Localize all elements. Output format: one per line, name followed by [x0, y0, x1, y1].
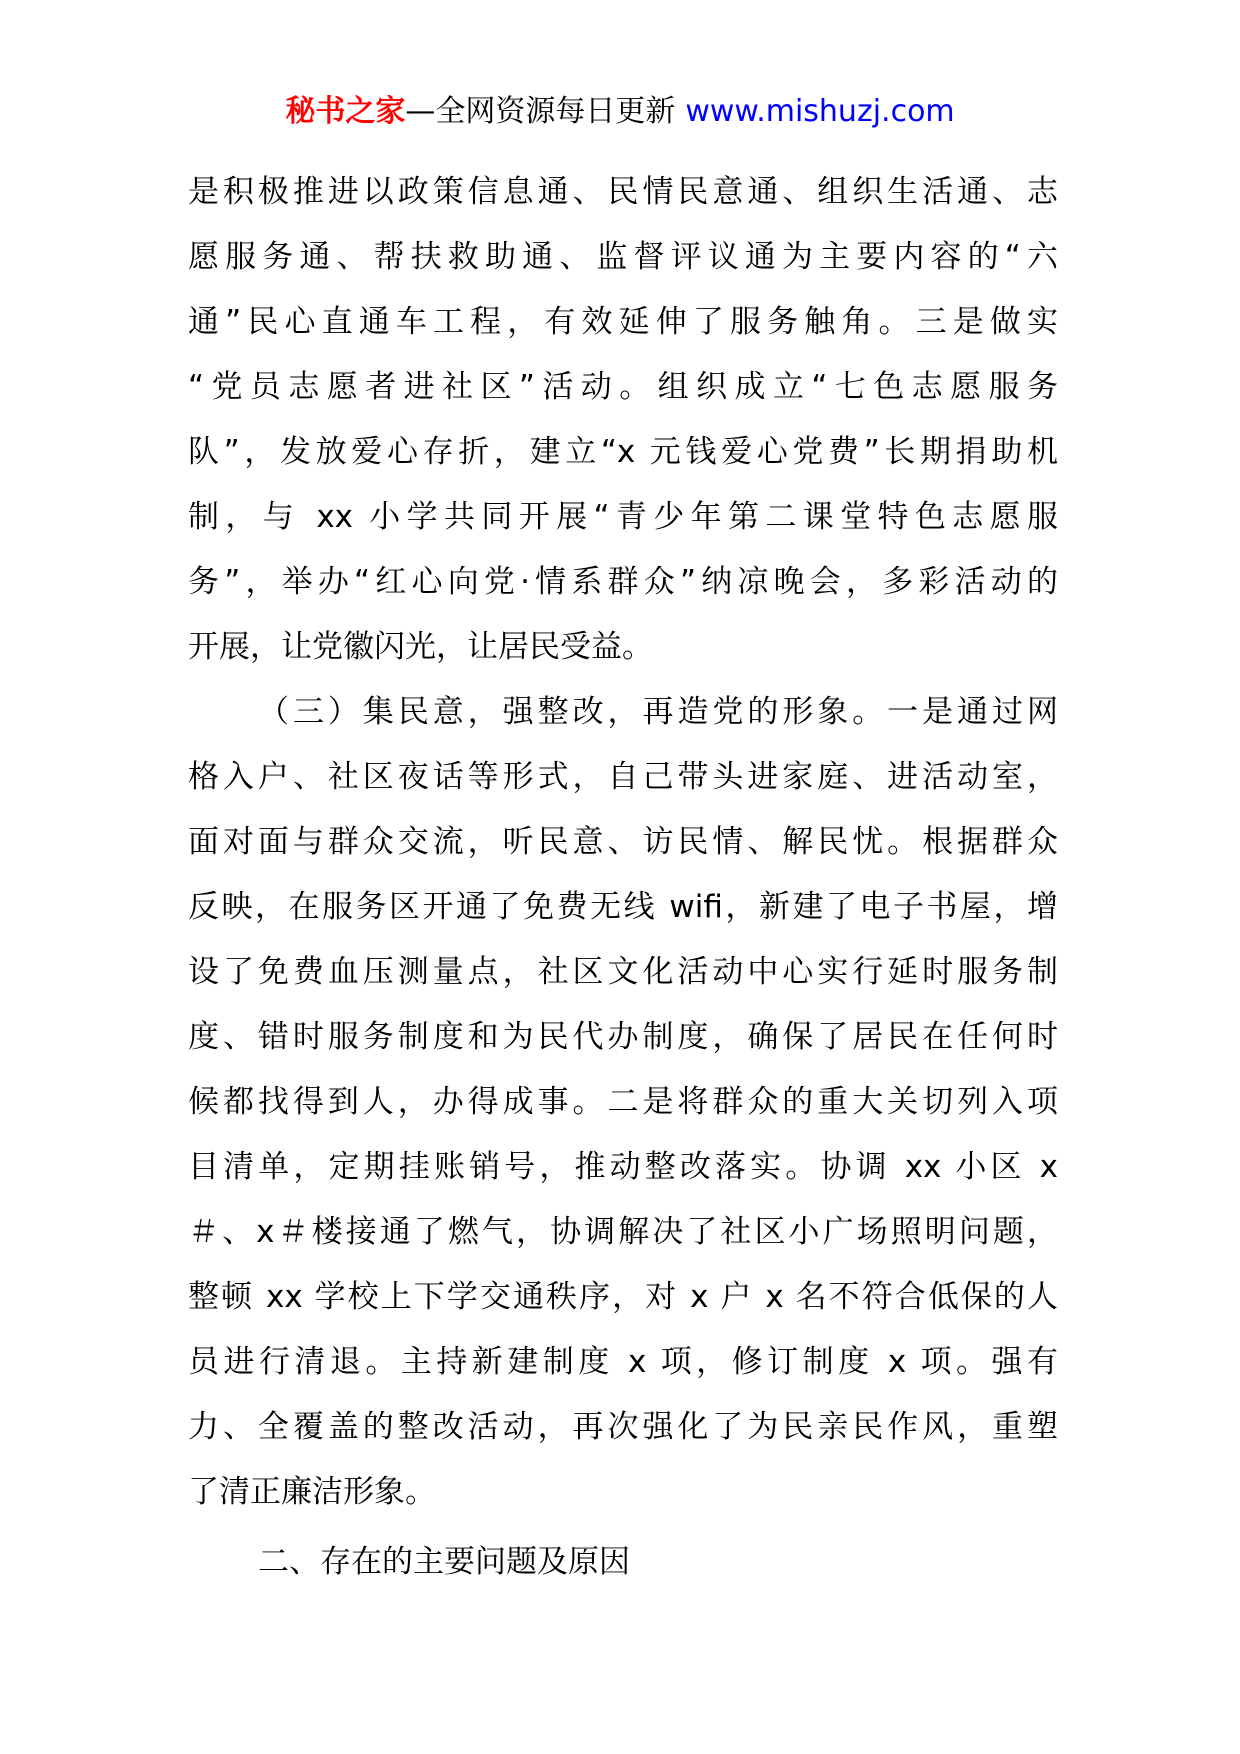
body-line: ＃、x＃楼接通了燃气，协调解决了社区小广场照明问题，: [188, 1214, 1058, 1250]
body-line: 面对面与群众交流，听民意、访民情、解民忧。根据群众: [188, 824, 1058, 860]
body-line: “党员志愿者进社区”活动。组织成立“七色志愿服务: [188, 369, 1058, 405]
body-line: 目清单，定期挂账销号，推动整改落实。协调 xx 小区 x: [188, 1149, 1058, 1185]
body-line: 愿服务通、帮扶救助通、监督评议通为主要内容的“六: [188, 239, 1058, 275]
body-line: 员进行清退。主持新建制度 x 项，修订制度 x 项。强有: [188, 1344, 1058, 1380]
body-line: 制，与 xx 小学共同开展“青少年第二课堂特色志愿服: [188, 499, 1058, 535]
site-url-link[interactable]: www.mishuzj.com: [685, 94, 955, 129]
body-line: 务”，举办“红心向党·情系群众”纳凉晚会，多彩活动的: [188, 564, 1058, 600]
body-line: 开展，让党徽闪光，让居民受益。: [188, 629, 653, 665]
body-line: 度、错时服务制度和为民代办制度，确保了居民在任何时: [188, 1019, 1058, 1055]
section-heading: 二、存在的主要问题及原因: [258, 1544, 630, 1580]
body-line: 反映，在服务区开通了免费无线 wifi，新建了电子书屋，增: [188, 889, 1058, 925]
body-line: 力、全覆盖的整改活动，再次强化了为民亲民作风，重塑: [188, 1409, 1058, 1445]
site-brand: 秘书之家: [285, 94, 406, 129]
body-line: 格入户、社区夜话等形式，自己带头进家庭、进活动室，: [188, 759, 1058, 795]
body-line: 通”民心直通车工程，有效延伸了服务触角。三是做实: [188, 304, 1058, 340]
body-line: 是积极推进以政策信息通、民情民意通、组织生活通、志: [188, 174, 1058, 210]
document-body: [188, 160, 1058, 1595]
body-line: 候都找得到人，办得成事。二是将群众的重大关切列入项: [188, 1084, 1058, 1120]
body-line: 队”，发放爱心存折，建立“x 元钱爱心党费”长期捐助机: [188, 434, 1058, 470]
site-header: [0, 92, 1240, 132]
body-line: 整顿 xx 学校上下学交通秩序，对 x 户 x 名不符合低保的人: [188, 1279, 1058, 1315]
site-tagline: —全网资源每日更新: [405, 94, 676, 129]
section-three-first-line: （三）集民意，强整改，再造党的形象。一是通过网: [258, 694, 1058, 730]
body-line: 了清正廉洁形象。: [188, 1474, 436, 1510]
body-line: 设了免费血压测量点，社区文化活动中心实行延时服务制: [188, 954, 1058, 990]
